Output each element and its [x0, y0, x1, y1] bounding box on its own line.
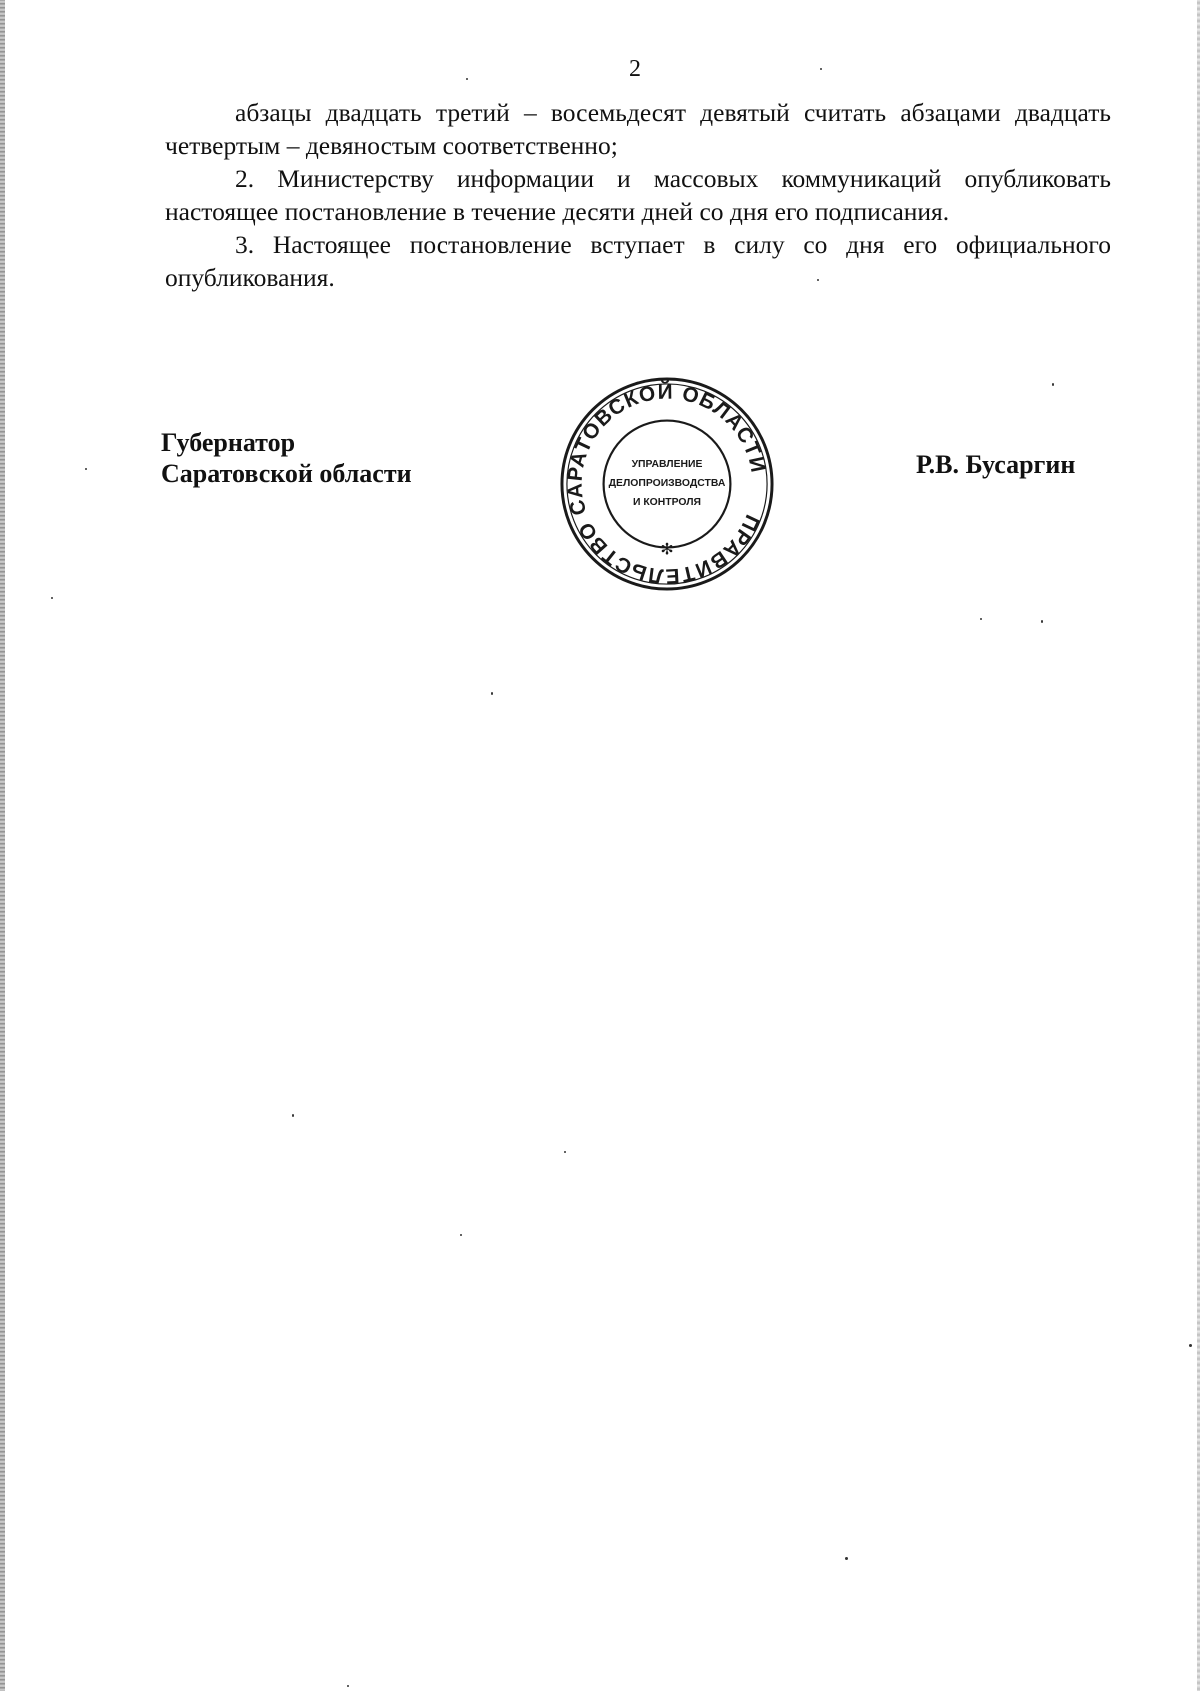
scan-speck	[491, 692, 493, 695]
seal-inner-line1: УПРАВЛЕНИЕ	[631, 459, 703, 471]
official-seal	[558, 375, 776, 593]
page-number: 2	[629, 56, 641, 82]
scan-speck	[460, 1234, 462, 1236]
signatory-title	[161, 427, 412, 489]
scan-speck	[820, 68, 822, 70]
scan-speck	[564, 1151, 566, 1153]
scan-speck	[466, 78, 468, 80]
seal-star: ✻	[660, 539, 674, 559]
paragraph-abzacy: абзацы двадцать третий – восемьдесят девятый считать абзацами двадцать четвертым – девяностым соответственно;	[165, 98, 1111, 160]
scan-speck	[845, 1557, 848, 1560]
scan-speck	[85, 468, 87, 470]
signatory-title-line2: Саратовской области	[161, 459, 412, 488]
document-body	[165, 96, 1111, 294]
seal-graphic	[558, 375, 776, 593]
scan-speck	[1189, 1344, 1192, 1347]
scan-speck	[292, 1114, 294, 1117]
scan-speck	[51, 597, 53, 599]
scan-speck	[817, 279, 819, 281]
scan-speck	[1041, 620, 1043, 623]
scan-edge-left	[0, 0, 5, 1691]
scan-speck	[980, 618, 982, 620]
seal-inner-line3: И КОНТРОЛЯ	[632, 496, 702, 508]
paragraph-item-2: 2. Министерству информации и массовых коммуникаций опубликовать настоящее постановление в течение десяти дней со дня его подписания.	[165, 164, 1111, 226]
paragraph-item-3: 3. Настоящее постановление вступает в силу со дня его официального опубликования.	[165, 230, 1111, 292]
seal-inner-line2: ДЕЛОПРОИЗВОДСТВА	[608, 477, 726, 489]
signatory-name: Р.В. Бусаргин	[916, 450, 1076, 479]
scan-speck	[1052, 383, 1054, 386]
scan-speck	[347, 1685, 349, 1687]
seal-outer-text: ПРАВИТЕЛЬСТВО САРАТОВСКОЙ ОБЛАСТИ	[563, 380, 770, 588]
signatory-title-line1: Губернатор	[161, 428, 296, 457]
